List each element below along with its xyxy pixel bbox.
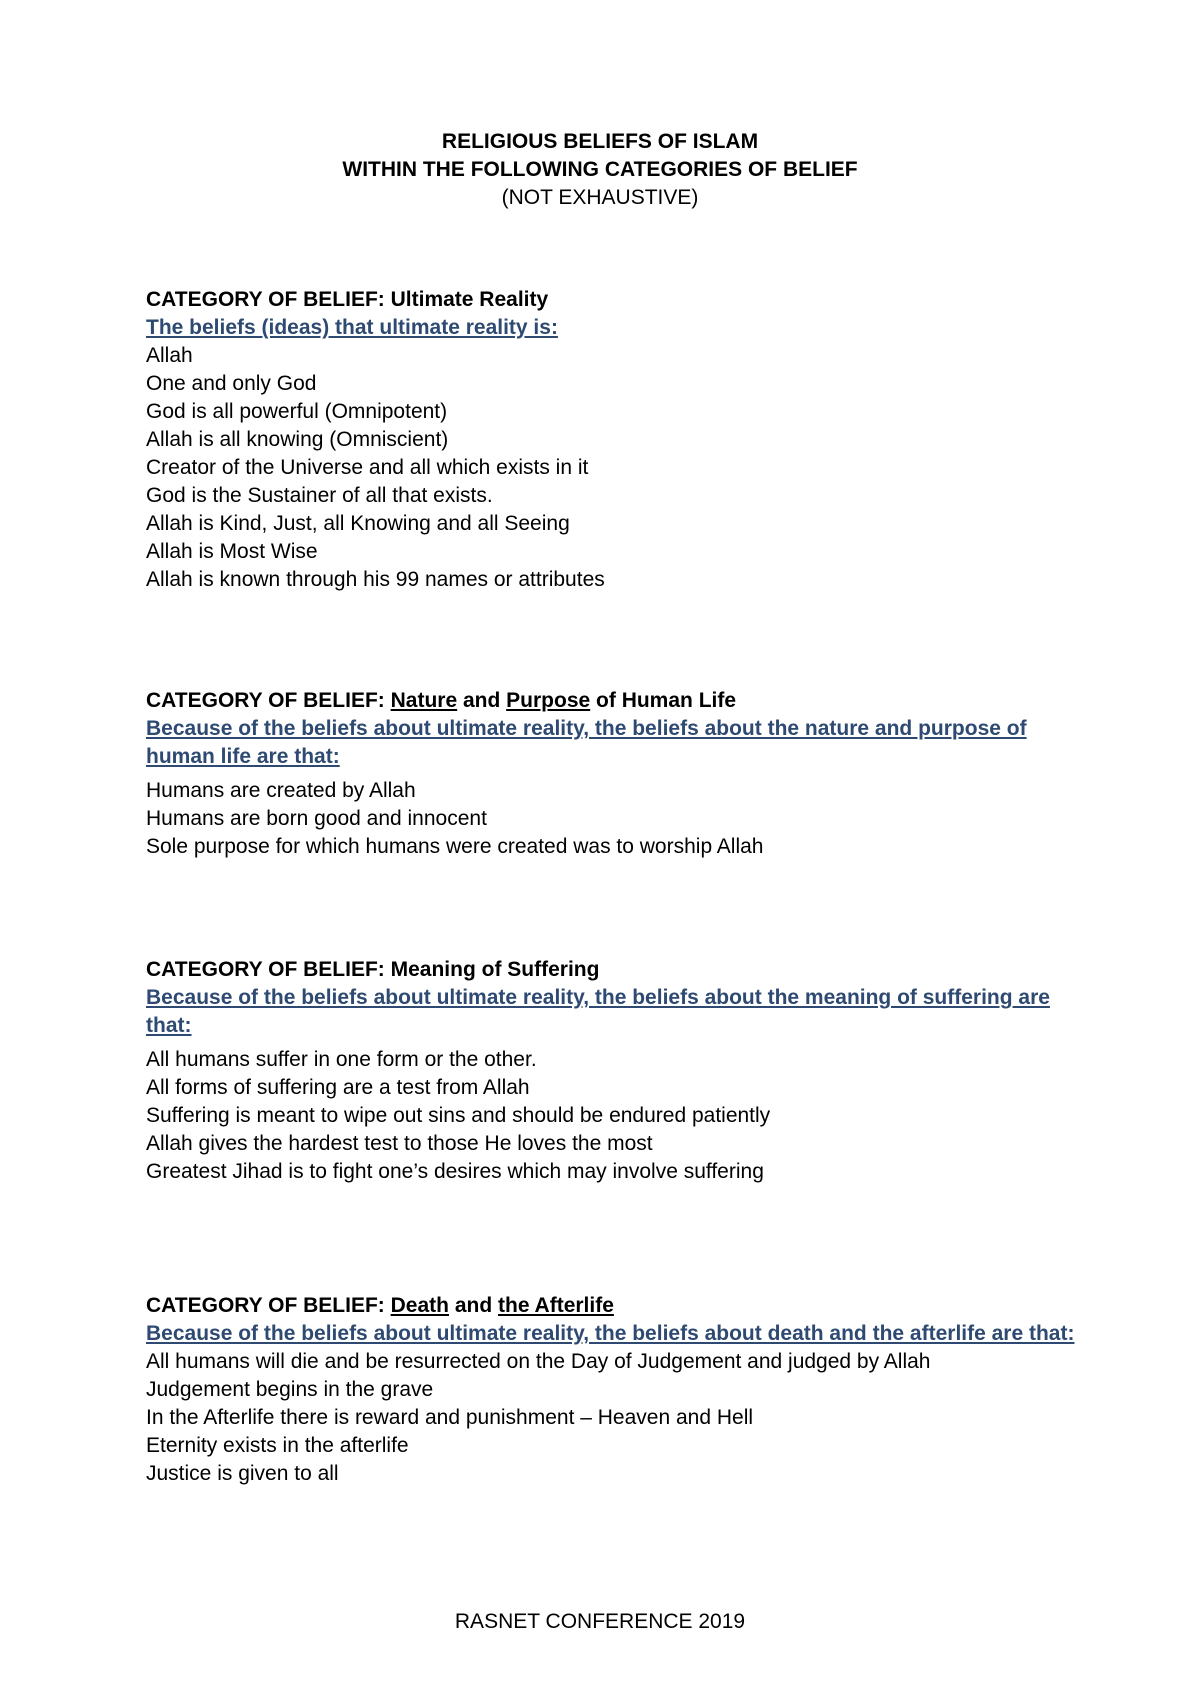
- category-label: CATEGORY OF BELIEF:: [146, 1294, 391, 1317]
- belief-list: [146, 1348, 1076, 1488]
- category-topic-tail: of Human Life: [590, 689, 737, 712]
- list-item: God is all powerful (Omnipotent): [146, 400, 448, 423]
- category-topic-nature: Nature: [390, 689, 458, 712]
- list-item: In the Afterlife there is reward and punishment – Heaven and Hell: [146, 1406, 754, 1429]
- category-topic-join: and: [448, 1294, 498, 1317]
- category-label: CATEGORY OF BELIEF:: [146, 288, 391, 311]
- list-item: Suffering is meant to wipe out sins and should be endured patiently: [146, 1104, 771, 1127]
- list-item: Allah is Kind, Just, all Knowing and all Seeing: [146, 512, 570, 535]
- category-topic-purpose: Purpose: [506, 689, 591, 712]
- section-intro: Because of the beliefs about ultimate reality, the beliefs about the nature and purpose of human life are that:: [146, 717, 1027, 768]
- list-item: Allah is all knowing (Omniscient): [146, 428, 449, 451]
- category-heading: [146, 956, 1076, 984]
- category-label: CATEGORY OF BELIEF:: [146, 689, 391, 712]
- category-topic-join: and: [457, 689, 507, 712]
- section-intro: The beliefs (ideas) that ultimate reality is:: [146, 316, 558, 339]
- belief-list: [146, 1046, 1076, 1186]
- section-ultimate-reality: [146, 286, 1076, 594]
- document-note: (NOT EXHAUSTIVE): [501, 186, 699, 209]
- list-item: Judgement begins in the grave: [146, 1378, 434, 1401]
- list-item: Humans are born good and innocent: [146, 807, 487, 830]
- list-item: All humans will die and be resurrected on the Day of Judgement and judged by Allah: [146, 1350, 931, 1373]
- list-item: All humans suffer in one form or the other.: [146, 1048, 537, 1071]
- list-item: All forms of suffering are a test from Allah: [146, 1076, 530, 1099]
- section-intro: Because of the beliefs about ultimate reality, the beliefs about death and the afterlife are that:: [146, 1322, 1075, 1345]
- document-subtitle: WITHIN THE FOLLOWING CATEGORIES OF BELIEF: [342, 158, 858, 181]
- belief-list: [146, 342, 1076, 594]
- category-label: CATEGORY OF BELIEF:: [146, 958, 391, 981]
- list-item: Justice is given to all: [146, 1462, 339, 1485]
- list-item: God is the Sustainer of all that exists.: [146, 484, 493, 507]
- list-item: Allah: [146, 344, 193, 367]
- category-topic: Meaning of Suffering: [390, 958, 600, 981]
- section-death-afterlife: [146, 1292, 1076, 1488]
- document-title: RELIGIOUS BELIEFS OF ISLAM: [441, 130, 759, 153]
- list-item: Allah is known through his 99 names or attributes: [146, 568, 605, 591]
- category-heading: [146, 687, 1076, 715]
- list-item: Allah is Most Wise: [146, 540, 318, 563]
- list-item: Allah gives the hardest test to those He loves the most: [146, 1132, 653, 1155]
- belief-list: [146, 777, 1076, 861]
- list-item: Humans are created by Allah: [146, 779, 416, 802]
- document-title-block: [0, 128, 1200, 212]
- section-meaning-of-suffering: [146, 956, 1076, 1186]
- list-item: Eternity exists in the afterlife: [146, 1434, 409, 1457]
- category-topic-afterlife: the Afterlife: [498, 1294, 614, 1317]
- category-heading: [146, 1292, 1076, 1320]
- section-nature-purpose: [146, 687, 1076, 861]
- list-item: Sole purpose for which humans were created was to worship Allah: [146, 835, 764, 858]
- page-footer: RASNET CONFERENCE 2019: [454, 1610, 746, 1633]
- list-item: One and only God: [146, 372, 317, 395]
- category-topic-death: Death: [390, 1294, 449, 1317]
- list-item: Greatest Jihad is to fight one’s desires which may involve suffering: [146, 1160, 764, 1183]
- category-heading: [146, 286, 1076, 314]
- category-topic: Ultimate Reality: [390, 288, 549, 311]
- list-item: Creator of the Universe and all which exists in it: [146, 456, 589, 479]
- section-intro: Because of the beliefs about ultimate reality, the beliefs about the meaning of suffering are that:: [146, 986, 1050, 1037]
